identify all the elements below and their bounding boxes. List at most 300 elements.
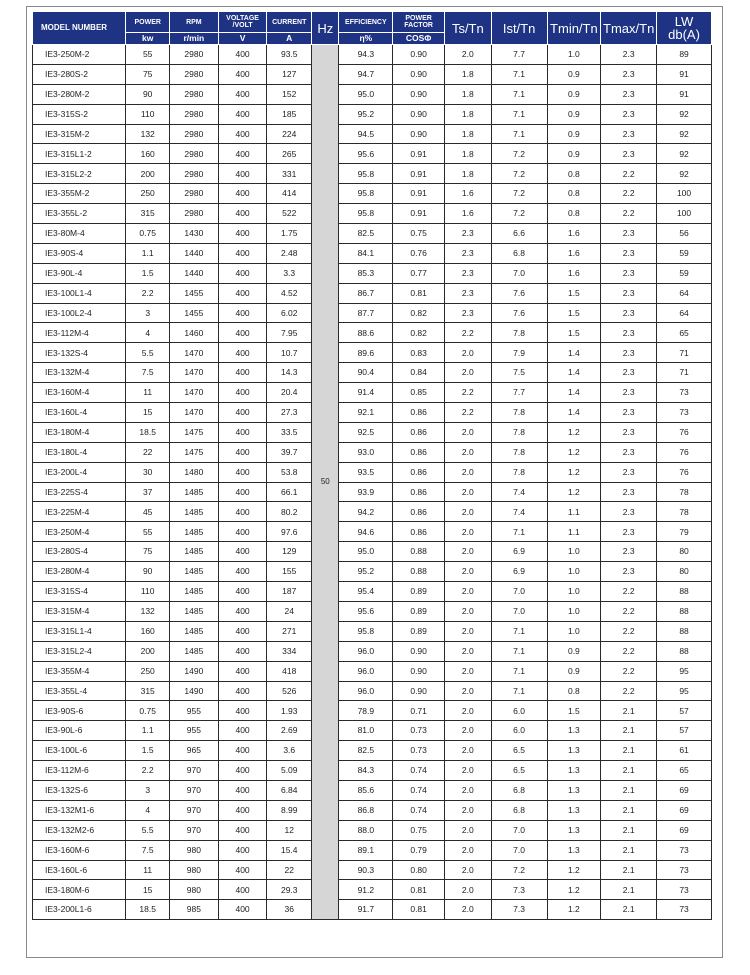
value-cell: 200 — [126, 641, 170, 661]
value-cell: 39.7 — [267, 442, 312, 462]
model-cell: IE3-315M-4 — [33, 601, 126, 621]
value-cell: 0.91 — [393, 204, 445, 224]
value-cell: 1.75 — [267, 224, 312, 244]
value-cell: 400 — [218, 900, 267, 920]
value-cell: 271 — [267, 621, 312, 641]
value-cell: 55 — [126, 522, 170, 542]
value-cell: 1.8 — [445, 64, 492, 84]
value-cell: 71 — [657, 363, 712, 383]
model-cell: IE3-90L-4 — [33, 263, 126, 283]
table-row — [33, 422, 712, 442]
value-cell: 185 — [267, 104, 312, 124]
value-cell: 2980 — [170, 84, 219, 104]
model-cell: IE3-180L-4 — [33, 442, 126, 462]
value-cell: 91 — [657, 64, 712, 84]
model-cell: IE3-315L2-2 — [33, 164, 126, 184]
value-cell: 400 — [218, 263, 267, 283]
value-cell: 7.0 — [491, 263, 547, 283]
value-cell: 955 — [170, 701, 219, 721]
value-cell: 100 — [657, 184, 712, 204]
value-cell: 2.0 — [445, 562, 492, 582]
value-cell: 1.2 — [547, 880, 601, 900]
header-hz: Hz — [312, 12, 339, 45]
value-cell: 92.1 — [339, 403, 393, 423]
value-cell: 95.2 — [339, 562, 393, 582]
value-cell: 0.90 — [393, 84, 445, 104]
value-cell: 7.3 — [491, 880, 547, 900]
table-row — [33, 800, 712, 820]
value-cell: 400 — [218, 45, 267, 65]
value-cell: 7.6 — [491, 303, 547, 323]
value-cell: 0.75 — [126, 224, 170, 244]
value-cell: 2980 — [170, 184, 219, 204]
value-cell: 91.2 — [339, 880, 393, 900]
value-cell: 400 — [218, 820, 267, 840]
value-cell: 7.0 — [491, 582, 547, 602]
value-cell: 88 — [657, 641, 712, 661]
value-cell: 2.0 — [445, 780, 492, 800]
value-cell: 2980 — [170, 144, 219, 164]
value-cell: 1.3 — [547, 840, 601, 860]
model-cell: IE3-280M-2 — [33, 84, 126, 104]
value-cell: 1.3 — [547, 800, 601, 820]
value-cell: 89 — [657, 45, 712, 65]
value-cell: 1.0 — [547, 621, 601, 641]
value-cell: 7.1 — [491, 641, 547, 661]
model-cell: IE3-132M1-6 — [33, 800, 126, 820]
value-cell: 132 — [126, 124, 170, 144]
value-cell: 0.73 — [393, 721, 445, 741]
model-cell: IE3-315L2-4 — [33, 641, 126, 661]
value-cell: 75 — [126, 64, 170, 84]
value-cell: 7.4 — [491, 502, 547, 522]
value-cell: 7.2 — [491, 860, 547, 880]
table-row — [33, 64, 712, 84]
value-cell: 27.3 — [267, 403, 312, 423]
value-cell: 2.69 — [267, 721, 312, 741]
value-cell: 0.86 — [393, 462, 445, 482]
value-cell: 315 — [126, 204, 170, 224]
value-cell: 418 — [267, 661, 312, 681]
value-cell: 14.3 — [267, 363, 312, 383]
table-row — [33, 661, 712, 681]
value-cell: 94.5 — [339, 124, 393, 144]
value-cell: 400 — [218, 502, 267, 522]
value-cell: 1475 — [170, 422, 219, 442]
value-cell: 160 — [126, 144, 170, 164]
model-cell: IE3-160M-4 — [33, 383, 126, 403]
value-cell: 88 — [657, 621, 712, 641]
value-cell: 7.2 — [491, 204, 547, 224]
value-cell: 0.74 — [393, 761, 445, 781]
value-cell: 0.8 — [547, 184, 601, 204]
value-cell: 110 — [126, 104, 170, 124]
value-cell: 1.3 — [547, 780, 601, 800]
value-cell: 36 — [267, 900, 312, 920]
unit-current: A — [267, 33, 312, 45]
value-cell: 0.90 — [393, 124, 445, 144]
value-cell: 6.9 — [491, 562, 547, 582]
value-cell: 0.83 — [393, 343, 445, 363]
value-cell: 57 — [657, 721, 712, 741]
value-cell: 0.9 — [547, 641, 601, 661]
value-cell: 2.1 — [601, 900, 657, 920]
value-cell: 78 — [657, 502, 712, 522]
value-cell: 24 — [267, 601, 312, 621]
value-cell: 92.5 — [339, 422, 393, 442]
value-cell: 2.3 — [601, 403, 657, 423]
value-cell: 96.0 — [339, 681, 393, 701]
value-cell: 0.82 — [393, 303, 445, 323]
value-cell: 1.8 — [445, 164, 492, 184]
value-cell: 0.90 — [393, 681, 445, 701]
value-cell: 1.93 — [267, 701, 312, 721]
value-cell: 400 — [218, 204, 267, 224]
value-cell: 2.2 — [601, 621, 657, 641]
model-cell: IE3-132S-6 — [33, 780, 126, 800]
table-row — [33, 641, 712, 661]
value-cell: 2.3 — [601, 45, 657, 65]
value-cell: 85.6 — [339, 780, 393, 800]
value-cell: 95.8 — [339, 184, 393, 204]
value-cell: 1.8 — [445, 104, 492, 124]
value-cell: 0.81 — [393, 900, 445, 920]
value-cell: 2.2 — [445, 323, 492, 343]
value-cell: 6.84 — [267, 780, 312, 800]
value-cell: 1440 — [170, 263, 219, 283]
value-cell: 10.7 — [267, 343, 312, 363]
value-cell: 2.0 — [445, 900, 492, 920]
value-cell: 6.6 — [491, 224, 547, 244]
value-cell: 2.1 — [601, 701, 657, 721]
value-cell: 71 — [657, 343, 712, 363]
model-cell: IE3-100L-6 — [33, 741, 126, 761]
value-cell: 0.73 — [393, 741, 445, 761]
table-row — [33, 701, 712, 721]
table-row — [33, 761, 712, 781]
header-power: POWER — [126, 12, 170, 33]
value-cell: 91.7 — [339, 900, 393, 920]
value-cell: 73 — [657, 860, 712, 880]
value-cell: 0.86 — [393, 522, 445, 542]
value-cell: 2.3 — [445, 283, 492, 303]
table-row — [33, 204, 712, 224]
value-cell: 97.6 — [267, 522, 312, 542]
value-cell: 1485 — [170, 522, 219, 542]
value-cell: 2.3 — [601, 462, 657, 482]
value-cell: 0.85 — [393, 383, 445, 403]
value-cell: 73 — [657, 880, 712, 900]
value-cell: 2.0 — [445, 681, 492, 701]
value-cell: 7.1 — [491, 681, 547, 701]
model-cell: IE3-315L1-4 — [33, 621, 126, 641]
value-cell: 400 — [218, 621, 267, 641]
value-cell: 95.6 — [339, 144, 393, 164]
value-cell: 2.1 — [601, 721, 657, 741]
value-cell: 92 — [657, 104, 712, 124]
value-cell: 0.86 — [393, 442, 445, 462]
value-cell: 2.3 — [601, 243, 657, 263]
value-cell: 7.1 — [491, 64, 547, 84]
value-cell: 1485 — [170, 641, 219, 661]
table-row — [33, 820, 712, 840]
value-cell: 7.1 — [491, 522, 547, 542]
value-cell: 96.0 — [339, 641, 393, 661]
table-row — [33, 562, 712, 582]
value-cell: 11 — [126, 383, 170, 403]
value-cell: 1485 — [170, 482, 219, 502]
value-cell: 2.3 — [601, 263, 657, 283]
value-cell: 53.8 — [267, 462, 312, 482]
value-cell: 1.2 — [547, 462, 601, 482]
value-cell: 73 — [657, 403, 712, 423]
value-cell: 2.0 — [445, 442, 492, 462]
value-cell: 1490 — [170, 681, 219, 701]
value-cell: 1.4 — [547, 383, 601, 403]
value-cell: 6.8 — [491, 780, 547, 800]
model-cell: IE3-132M-4 — [33, 363, 126, 383]
value-cell: 57 — [657, 701, 712, 721]
value-cell: 0.86 — [393, 422, 445, 442]
value-cell: 87.7 — [339, 303, 393, 323]
value-cell: 2.2 — [601, 204, 657, 224]
value-cell: 2.2 — [445, 403, 492, 423]
value-cell: 0.8 — [547, 204, 601, 224]
value-cell: 1.0 — [547, 601, 601, 621]
unit-voltage: V — [218, 33, 267, 45]
value-cell: 1485 — [170, 542, 219, 562]
value-cell: 5.5 — [126, 343, 170, 363]
value-cell: 400 — [218, 422, 267, 442]
value-cell: 2.0 — [445, 840, 492, 860]
model-cell: IE3-80M-4 — [33, 224, 126, 244]
value-cell: 0.8 — [547, 164, 601, 184]
value-cell: 1.2 — [547, 422, 601, 442]
value-cell: 29.3 — [267, 880, 312, 900]
value-cell: 91 — [657, 84, 712, 104]
value-cell: 2.3 — [601, 323, 657, 343]
model-cell: IE3-315L1-2 — [33, 144, 126, 164]
value-cell: 2980 — [170, 45, 219, 65]
value-cell: 970 — [170, 820, 219, 840]
value-cell: 22 — [267, 860, 312, 880]
header-efficiency: EFFICIENCY — [339, 12, 393, 33]
value-cell: 2.3 — [601, 104, 657, 124]
value-cell: 1.6 — [547, 243, 601, 263]
value-cell: 7.7 — [491, 45, 547, 65]
value-cell: 2.0 — [445, 542, 492, 562]
value-cell: 400 — [218, 880, 267, 900]
value-cell: 2980 — [170, 204, 219, 224]
value-cell: 1.1 — [126, 721, 170, 741]
value-cell: 400 — [218, 283, 267, 303]
model-cell: IE3-315S-2 — [33, 104, 126, 124]
value-cell: 1470 — [170, 383, 219, 403]
table-row — [33, 303, 712, 323]
value-cell: 224 — [267, 124, 312, 144]
value-cell: 334 — [267, 641, 312, 661]
table-row — [33, 741, 712, 761]
value-cell: 95.4 — [339, 582, 393, 602]
value-cell: 91.4 — [339, 383, 393, 403]
value-cell: 7.8 — [491, 462, 547, 482]
value-cell: 1.3 — [547, 741, 601, 761]
value-cell: 90 — [126, 84, 170, 104]
value-cell: 2980 — [170, 124, 219, 144]
value-cell: 0.75 — [393, 224, 445, 244]
value-cell: 59 — [657, 263, 712, 283]
value-cell: 2.0 — [445, 880, 492, 900]
value-cell: 0.90 — [393, 661, 445, 681]
value-cell: 56 — [657, 224, 712, 244]
value-cell: 0.82 — [393, 323, 445, 343]
header-lw-db: LW db(A) — [657, 12, 712, 45]
value-cell: 15 — [126, 403, 170, 423]
unit-efficiency: η% — [339, 33, 393, 45]
value-cell: 2.48 — [267, 243, 312, 263]
value-cell: 2.2 — [601, 601, 657, 621]
value-cell: 92 — [657, 124, 712, 144]
value-cell: 95 — [657, 681, 712, 701]
value-cell: 2.0 — [445, 661, 492, 681]
value-cell: 3 — [126, 303, 170, 323]
value-cell: 1485 — [170, 601, 219, 621]
value-cell: 6.02 — [267, 303, 312, 323]
value-cell: 95.0 — [339, 542, 393, 562]
value-cell: 2.3 — [601, 224, 657, 244]
value-cell: 1.2 — [547, 900, 601, 920]
model-cell: IE3-160L-6 — [33, 860, 126, 880]
table-row — [33, 323, 712, 343]
value-cell: 0.75 — [126, 701, 170, 721]
value-cell: 400 — [218, 124, 267, 144]
value-cell: 2.0 — [445, 860, 492, 880]
value-cell: 82.5 — [339, 741, 393, 761]
model-cell: IE3-355L-2 — [33, 204, 126, 224]
value-cell: 400 — [218, 721, 267, 741]
value-cell: 1.4 — [547, 343, 601, 363]
value-cell: 69 — [657, 820, 712, 840]
table-row — [33, 721, 712, 741]
value-cell: 1.2 — [547, 860, 601, 880]
value-cell: 75 — [126, 542, 170, 562]
value-cell: 7.5 — [126, 363, 170, 383]
value-cell: 1.1 — [547, 502, 601, 522]
value-cell: 7.1 — [491, 104, 547, 124]
model-cell: IE3-315S-4 — [33, 582, 126, 602]
value-cell: 88 — [657, 601, 712, 621]
value-cell: 0.88 — [393, 542, 445, 562]
value-cell: 2.3 — [445, 303, 492, 323]
model-cell: IE3-180M-6 — [33, 880, 126, 900]
value-cell: 1470 — [170, 363, 219, 383]
value-cell: 0.8 — [547, 681, 601, 701]
value-cell: 94.6 — [339, 522, 393, 542]
value-cell: 7.0 — [491, 820, 547, 840]
value-cell: 2.0 — [445, 701, 492, 721]
value-cell: 1485 — [170, 562, 219, 582]
model-cell: IE3-112M-6 — [33, 761, 126, 781]
value-cell: 127 — [267, 64, 312, 84]
value-cell: 1.5 — [547, 303, 601, 323]
value-cell: 400 — [218, 601, 267, 621]
unit-power-factor: COSΦ — [393, 33, 445, 45]
header-voltage: VOLTAGE /VOLT — [218, 12, 267, 33]
value-cell: 73 — [657, 900, 712, 920]
table-row — [33, 124, 712, 144]
table-row — [33, 144, 712, 164]
value-cell: 2.2 — [126, 761, 170, 781]
value-cell: 1.0 — [547, 542, 601, 562]
value-cell: 155 — [267, 562, 312, 582]
header-current: CURRENT — [267, 12, 312, 33]
value-cell: 2.1 — [601, 761, 657, 781]
value-cell: 95.2 — [339, 104, 393, 124]
model-cell: IE3-100L1-4 — [33, 283, 126, 303]
value-cell: 1.2 — [547, 442, 601, 462]
value-cell: 1470 — [170, 343, 219, 363]
value-cell: 0.89 — [393, 621, 445, 641]
value-cell: 965 — [170, 741, 219, 761]
value-cell: 400 — [218, 243, 267, 263]
value-cell: 2.3 — [601, 383, 657, 403]
value-cell: 45 — [126, 502, 170, 522]
value-cell: 69 — [657, 780, 712, 800]
value-cell: 64 — [657, 303, 712, 323]
model-cell: IE3-90S-4 — [33, 243, 126, 263]
unit-rpm: r/min — [170, 33, 219, 45]
value-cell: 250 — [126, 661, 170, 681]
value-cell: 2.3 — [601, 442, 657, 462]
value-cell: 0.86 — [393, 502, 445, 522]
value-cell: 1.0 — [547, 582, 601, 602]
table-row — [33, 462, 712, 482]
value-cell: 2980 — [170, 64, 219, 84]
table-row — [33, 860, 712, 880]
model-cell: IE3-132S-4 — [33, 343, 126, 363]
value-cell: 33.5 — [267, 422, 312, 442]
value-cell: 3.3 — [267, 263, 312, 283]
model-cell: IE3-200L1-6 — [33, 900, 126, 920]
value-cell: 1.6 — [547, 224, 601, 244]
value-cell: 15.4 — [267, 840, 312, 860]
value-cell: 2.0 — [445, 422, 492, 442]
value-cell: 2.0 — [445, 820, 492, 840]
value-cell: 1.6 — [445, 184, 492, 204]
value-cell: 2.0 — [445, 582, 492, 602]
value-cell: 1.6 — [547, 263, 601, 283]
table-row — [33, 343, 712, 363]
value-cell: 1455 — [170, 283, 219, 303]
value-cell: 400 — [218, 542, 267, 562]
value-cell: 2.0 — [445, 45, 492, 65]
table-row — [33, 363, 712, 383]
value-cell: 400 — [218, 442, 267, 462]
value-cell: 79 — [657, 522, 712, 542]
value-cell: 0.9 — [547, 144, 601, 164]
value-cell: 20.4 — [267, 383, 312, 403]
value-cell: 6.5 — [491, 741, 547, 761]
value-cell: 0.91 — [393, 144, 445, 164]
table-row — [33, 502, 712, 522]
value-cell: 2.1 — [601, 820, 657, 840]
value-cell: 980 — [170, 840, 219, 860]
value-cell: 2.2 — [601, 641, 657, 661]
value-cell: 970 — [170, 761, 219, 781]
value-cell: 7.4 — [491, 482, 547, 502]
hz-value-cell: 50 — [312, 45, 339, 920]
value-cell: 400 — [218, 681, 267, 701]
